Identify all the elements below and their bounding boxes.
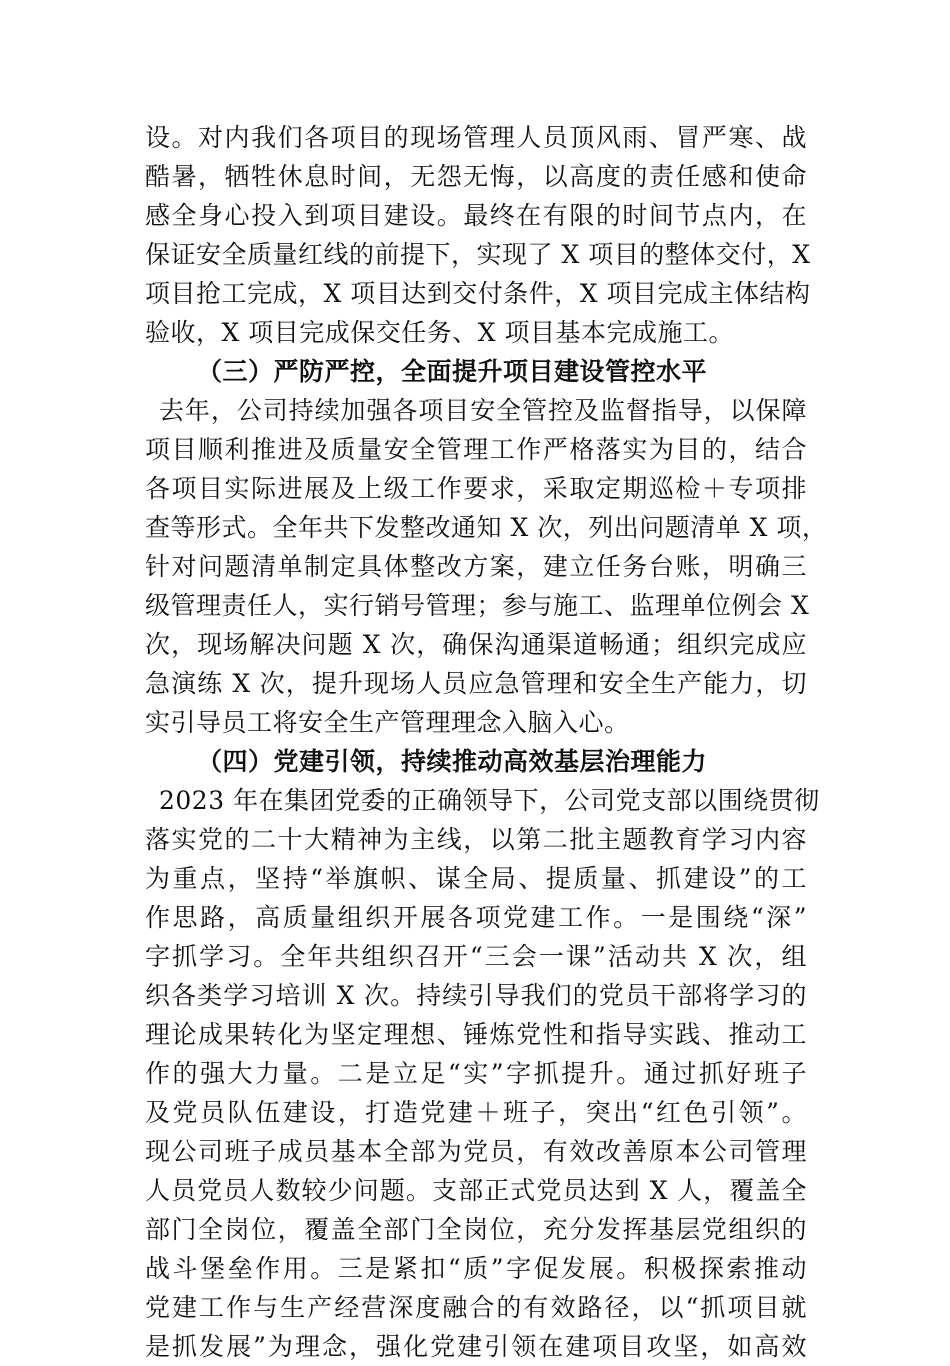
paragraph-line: 及党员队伍建设，打造党建＋班子，突出“红色引领”。 [145,1098,807,1127]
section-heading-3: （三）严防严控，全面提升项目建设管控水平 [197,357,708,386]
paragraph-line: 党建工作与生产经营深度融合的有效路径，以“抓项目就 [145,1293,807,1322]
document-body [145,118,828,1366]
paragraph-line: 去年，公司持续加强各项目安全管控及监督指导，以保障 [159,396,807,425]
paragraph-line: 项目抢工完成，X 项目达到交付条件，X 项目完成主体结构 [145,279,811,308]
paragraph-line: 战斗堡垒作用。三是紧扣“质”字促发展。积极探索推动 [145,1254,807,1283]
paragraph-line: 为重点，坚持“举旗帜、谋全局、提质量、抓建设”的工 [145,864,807,893]
paragraph-line: 人员党员人数较少问题。支部正式党员达到 X 人，覆盖全 [145,1176,807,1205]
paragraph-line: 各项目实际进展及上级工作要求，采取定期巡检＋专项排 [145,474,807,503]
paragraph-line: 验收，X 项目完成保交任务、X 项目基本完成施工。 [145,318,734,347]
paragraph-line: 查等形式。全年共下发整改通知 X 次，列出问题清单 X 项， [145,513,828,542]
paragraph-line: 项目顺利推进及质量安全管理工作严格落实为目的，结合 [145,435,807,464]
section-heading-4: （四）党建引领，持续推动高效基层治理能力 [197,747,708,776]
paragraph-line: 织各类学习培训 X 次。持续引导我们的党员干部将学习的 [145,981,807,1010]
paragraph-line: 感全身心投入到项目建设。最终在有限的时间节点内，在 [145,201,807,230]
paragraph-line: 急演练 X 次，提升现场人员应急管理和安全生产能力，切 [145,669,807,698]
paragraph-line: 落实党的二十大精神为主线，以第二批主题教育学习内容 [145,825,807,854]
paragraph-line: 针对问题清单制定具体整改方案，建立任务台账，明确三 [145,552,807,581]
paragraph-line: 现公司班子成员基本全部为党员，有效改善原本公司管理 [145,1137,807,1166]
paragraph-line: 是抓发展”为理念，强化党建引领在建项目攻坚，如高效 [145,1332,807,1361]
paragraph-line: 级管理责任人，实行销号管理；参与施工、监理单位例会 X [145,591,810,620]
paragraph-line: 字抓学习。全年共组织召开“三会一课”活动共 X 次，组 [145,942,807,971]
paragraph-line: 部门全岗位，覆盖全部门全岗位，充分发挥基层党组织的 [145,1215,807,1244]
paragraph-line: 作思路，高质量组织开展各项党建工作。一是围绕“深” [145,903,807,932]
paragraph-line: 实引导员工将安全生产管理理念入脑入心。 [145,708,630,737]
paragraph-line: 酷暑，牺牲休息时间，无怨无悔，以高度的责任感和使命 [145,162,807,191]
paragraph-line: 2023 年在集团党委的正确领导下，公司党支部以围绕贯彻 [159,786,820,815]
paragraph-line: 理论成果转化为坚定理想、锤炼党性和指导实践、推动工 [145,1020,807,1049]
paragraph-line: 保证安全质量红线的前提下，实现了 X 项目的整体交付，X [145,240,811,269]
paragraph-line: 作的强大力量。二是立足“实”字抓提升。通过抓好班子 [145,1059,807,1088]
paragraph-line: 设。对内我们各项目的现场管理人员顶风雨、冒严寒、战 [145,123,807,152]
paragraph-line: 次，现场解决问题 X 次，确保沟通渠道畅通；组织完成应 [145,630,807,659]
